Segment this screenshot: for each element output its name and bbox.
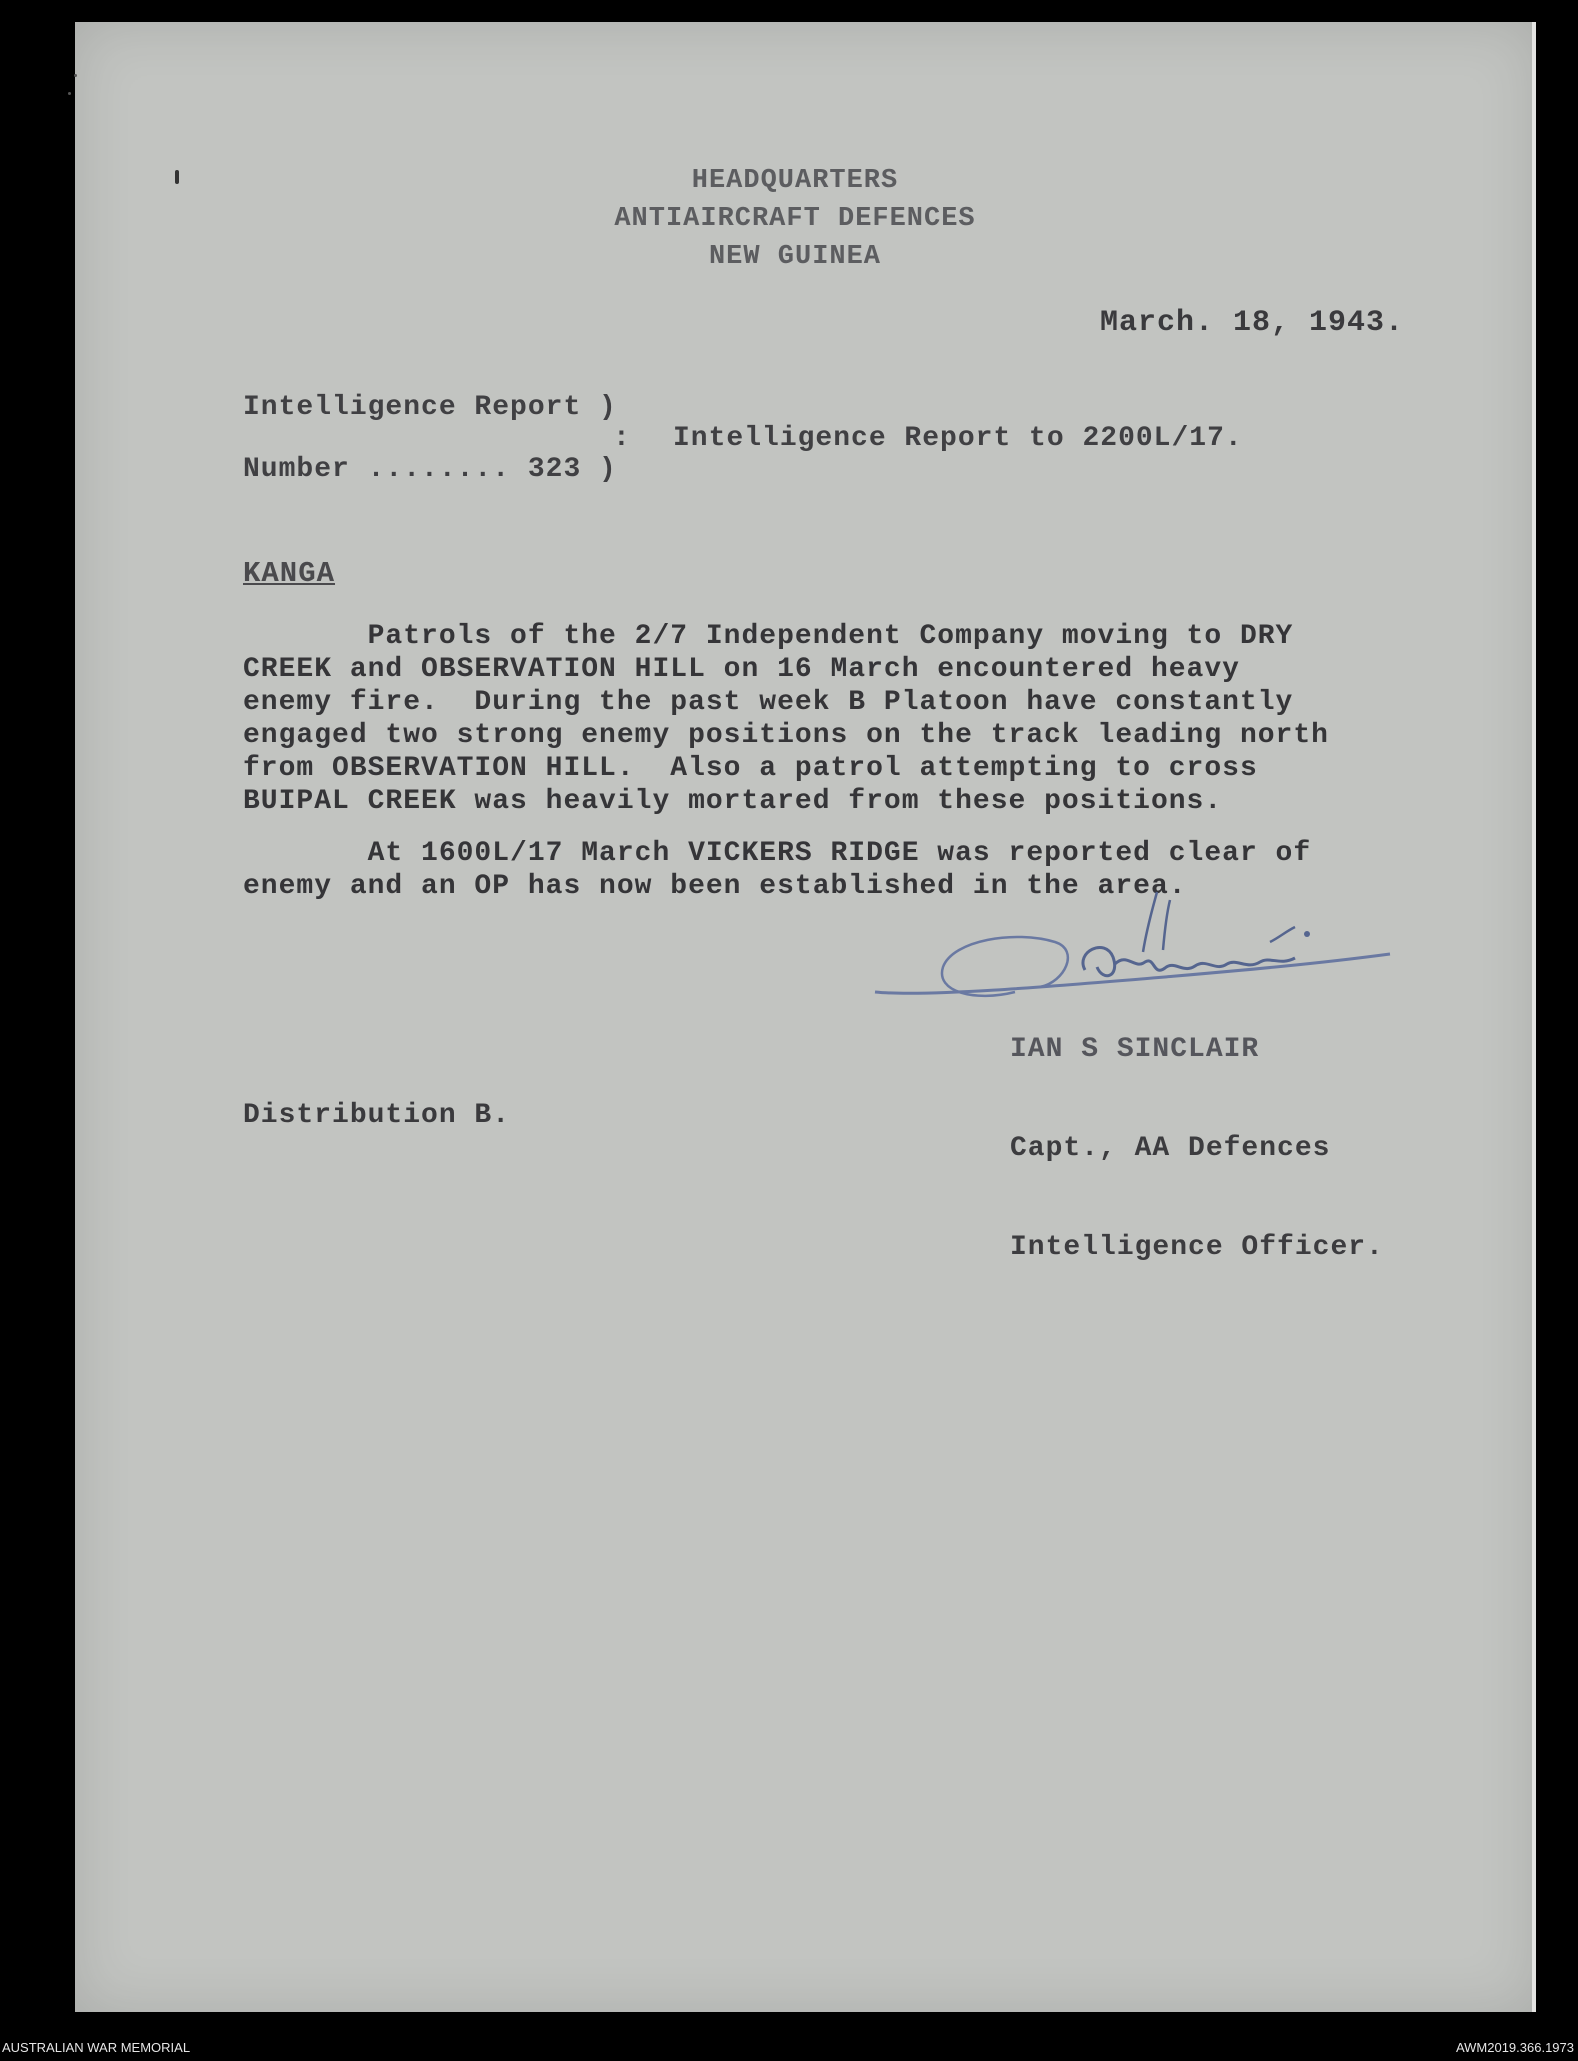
section-heading: KANGA: [243, 557, 336, 590]
archive-credit: AUSTRALIAN WAR MEMORIAL: [2, 2040, 191, 2055]
report-number: Number ........ 323 ): [243, 454, 617, 485]
paragraph-patrols: [243, 620, 1423, 818]
signature-block: [1010, 967, 1384, 1330]
paragraph-line: engaged two strong enemy positions on the track leading north: [243, 720, 1329, 751]
signatory-title: Intelligence Officer.: [1010, 1232, 1384, 1263]
paragraph-line: from OBSERVATION HILL. Also a patrol attempting to cross: [243, 753, 1258, 784]
page-edge: [1532, 22, 1536, 2012]
signatory-name: IAN S SINCLAIR: [1010, 1034, 1260, 1065]
document-date: March. 18, 1943.: [1100, 306, 1405, 340]
paper-speck: [68, 92, 71, 95]
archive-accession-number: AWM2019.366.1973: [1455, 2040, 1574, 2055]
letterhead-line: ANTIAIRCRAFT DEFENCES: [614, 204, 976, 234]
signatory-rank: Capt., AA Defences: [1010, 1133, 1331, 1164]
document-page: [75, 22, 1536, 2012]
paragraph-line: enemy and an OP has now been established in the area.: [243, 871, 1187, 902]
report-period: Intelligence Report to 2200L/17.: [673, 423, 1243, 454]
distribution-line: Distribution B.: [243, 1100, 511, 1131]
report-label: Intelligence Report ): [243, 392, 617, 423]
paragraph-line: BUIPAL CREEK was heavily mortared from these positions.: [243, 786, 1223, 817]
reference-separator: :: [613, 423, 631, 454]
paper-speck: [74, 74, 77, 77]
paragraph-line: At 1600L/17 March VICKERS RIDGE was reported clear of: [243, 838, 1312, 869]
letterhead-line: NEW GUINEA: [708, 242, 882, 272]
letterhead: [545, 162, 1045, 276]
paragraph-line: enemy fire. During the past week B Platoon have constantly: [243, 687, 1294, 718]
paper-mark: [175, 170, 179, 184]
paragraph-line: CREEK and OBSERVATION HILL on 16 March encountered heavy: [243, 654, 1240, 685]
letterhead-line: HEADQUARTERS: [691, 166, 899, 196]
paragraph-line: Patrols of the 2/7 Independent Company moving to DRY: [243, 621, 1294, 652]
